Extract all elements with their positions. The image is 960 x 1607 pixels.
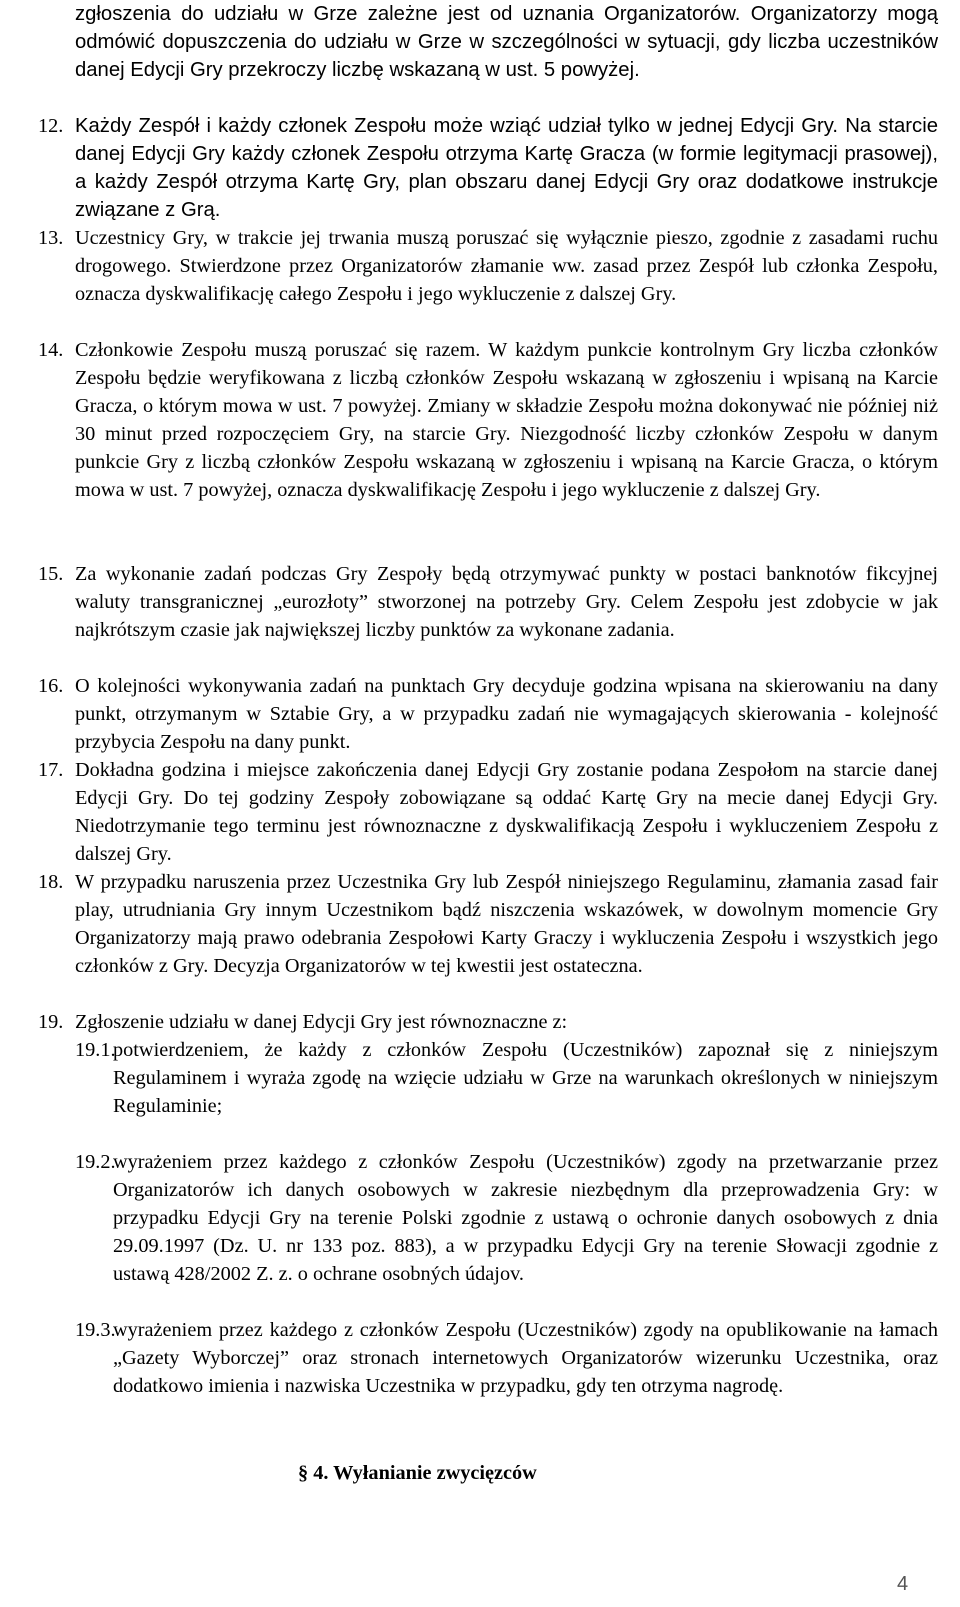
subpoint-number: 19.1.	[75, 1039, 116, 1061]
point-number: 16.	[38, 675, 64, 697]
point-number: 17.	[38, 759, 64, 781]
subpoint-text: potwierdzeniem, że każdy z członków Zespołu (Uczestników) zapoznał się z niniejszym Regulaminem i wyraża zgodę na wzięcie udziału w Grze na warunkach określonych w niniejszym Regulaminie;	[113, 1039, 938, 1118]
point-number: 12.	[38, 115, 64, 137]
point-17	[38, 756, 938, 868]
point-number: 15.	[38, 563, 64, 585]
point-text: Za wykonanie zadań podczas Gry Zespoły będą otrzymywać punkty w postaci banknotów fikcyjnej waluty transgranicznej „eurozłoty” stworzonej na potrzeby Gry. Celem Zespołu jest zdobycie w jak najkrótszym czasie jak największej liczby punktów za wykonane zadania.	[75, 563, 938, 642]
page-number: 4	[897, 1573, 909, 1595]
subpoint-19-2	[38, 1148, 938, 1288]
subpoint-19-3	[38, 1316, 938, 1400]
point-number: 18.	[38, 871, 64, 893]
intro-paragraph: zgłoszenia do udziału w Grze zależne jest od uznania Organizatorów. Organizatorzy mogą odmówić dopuszczenia do udziału w Grze w szczególności w sytuacji, gdy liczba uczestników danej Edycji Gry przekroczy liczbę wskazaną w ust. 5 powyżej.	[75, 3, 938, 82]
point-text: O kolejności wykonywania zadań na punktach Gry decyduje godzina wpisana na skierowaniu na dany punkt, otrzymanym w Sztabie Gry, a w przypadku zadań nie wymagających skierowania - kolejność przybycia Zespołu na dany punkt.	[75, 675, 938, 754]
point-text: W przypadku naruszenia przez Uczestnika Gry lub Zespół niniejszego Regulaminu, złamania zasad fair play, utrudniania Gry innym Uczestnikom bądź niszczenia wskazówek, w dowolnym momencie Gry Organizatorzy mają prawo odebrania Zespołowi Karty Graczy i wykluczenia Zespołu i wszystkich jego członków z Gry. Decyzja Organizatorów w tej kwestii jest ostateczna.	[75, 871, 938, 978]
point-12	[38, 112, 938, 224]
point-text: Każdy Zespół i każdy członek Zespołu może wziąć udział tylko w jednej Edycji Gry. Na starcie danej Edycji Gry każdy członek Zespołu otrzyma Kartę Gracza (w formie legitymacji prasowej), a każdy Zespół otrzyma Kartę Gry, plan obszaru danej Edycji Gry oraz dodatkowe instrukcje związane z Grą.	[75, 115, 938, 222]
point-18	[38, 868, 938, 980]
point-14	[38, 336, 938, 505]
subpoint-text: wyrażeniem przez każdego z członków Zespołu (Uczestników) zgody na przetwarzanie przez Organizatorów ich danych osobowych w zakresie niezbędnym dla przeprowadzenia Gry: w przypadku Edycji Gry na terenie Polski zgodnie z ustawą o ochronie danych osobowych z dnia 29.09.1997 (Dz. U. nr 133 poz. 883), a w przypadku Edycji Gry na terenie Słowacji zgodnie z ustawą 428/2002 Z. z. o ochrane osobných údajov.	[113, 1151, 938, 1286]
point-number: 19.	[38, 1011, 64, 1033]
section-heading: § 4. Wyłanianie zwycięzców	[298, 1462, 537, 1484]
subpoint-19-1	[38, 1036, 938, 1120]
point-text: Uczestnicy Gry, w trakcie jej trwania muszą poruszać się wyłącznie pieszo, zgodnie z zasadami ruchu drogowego. Stwierdzone przez Organizatorów złamanie ww. zasad przez Zespół lub członka Zespołu, oznacza dyskwalifikację całego Zespołu i jego wykluczenie z dalszej Gry.	[75, 227, 938, 306]
point-16	[38, 672, 938, 756]
point-number: 14.	[38, 339, 64, 361]
point-text: Dokładna godzina i miejsce zakończenia danej Edycji Gry zostanie podana Zespołom na starcie danej Edycji Gry. Do tej godziny Zespoły zobowiązane są oddać Kartę Gry na mecie danej Edycji Gry. Niedotrzymanie tego terminu jest równoznaczne z dyskwalifikacją Zespołu i wykluczeniem Zespołu z dalszej Gry.	[75, 759, 938, 866]
subpoint-number: 19.2.	[75, 1151, 116, 1173]
point-13	[38, 224, 938, 308]
point-text: Członkowie Zespołu muszą poruszać się razem. W każdym punkcie kontrolnym Gry liczba członków Zespołu będzie weryfikowana z liczbą członków Zespołu wskazaną w zgłoszeniu i wpisaną na Karcie Gracza, o którym mowa w ust. 7 powyżej. Zmiany w składzie Zespołu można dokonywać nie później niż 30 minut przed rozpoczęciem Gry, na starcie Gry. Niezgodność liczby członków Zespołu w danym punkcie Gry z liczbą członków Zespołu wskazaną w zgłoszeniu i wpisaną na Karcie Gracza, o którym mowa w ust. 7 powyżej, oznacza dyskwalifikację Zespołu i jego wykluczenie z dalszej Gry.	[75, 339, 938, 502]
point-number: 13.	[38, 227, 64, 249]
subpoint-text: wyrażeniem przez każdego z członków Zespołu (Uczestników) zgody na opublikowanie na łamach „Gazety Wyborczej” oraz stronach internetowych Organizatorów wizerunku Uczestnika, oraz dodatkowo imienia i nazwiska Uczestnika w przypadku, gdy ten otrzyma nagrodę.	[113, 1319, 938, 1398]
subpoint-number: 19.3.	[75, 1319, 116, 1341]
point-15	[38, 560, 938, 644]
point-text: Zgłoszenie udziału w danej Edycji Gry jest równoznaczne z:	[75, 1011, 568, 1033]
point-19	[38, 1008, 938, 1036]
